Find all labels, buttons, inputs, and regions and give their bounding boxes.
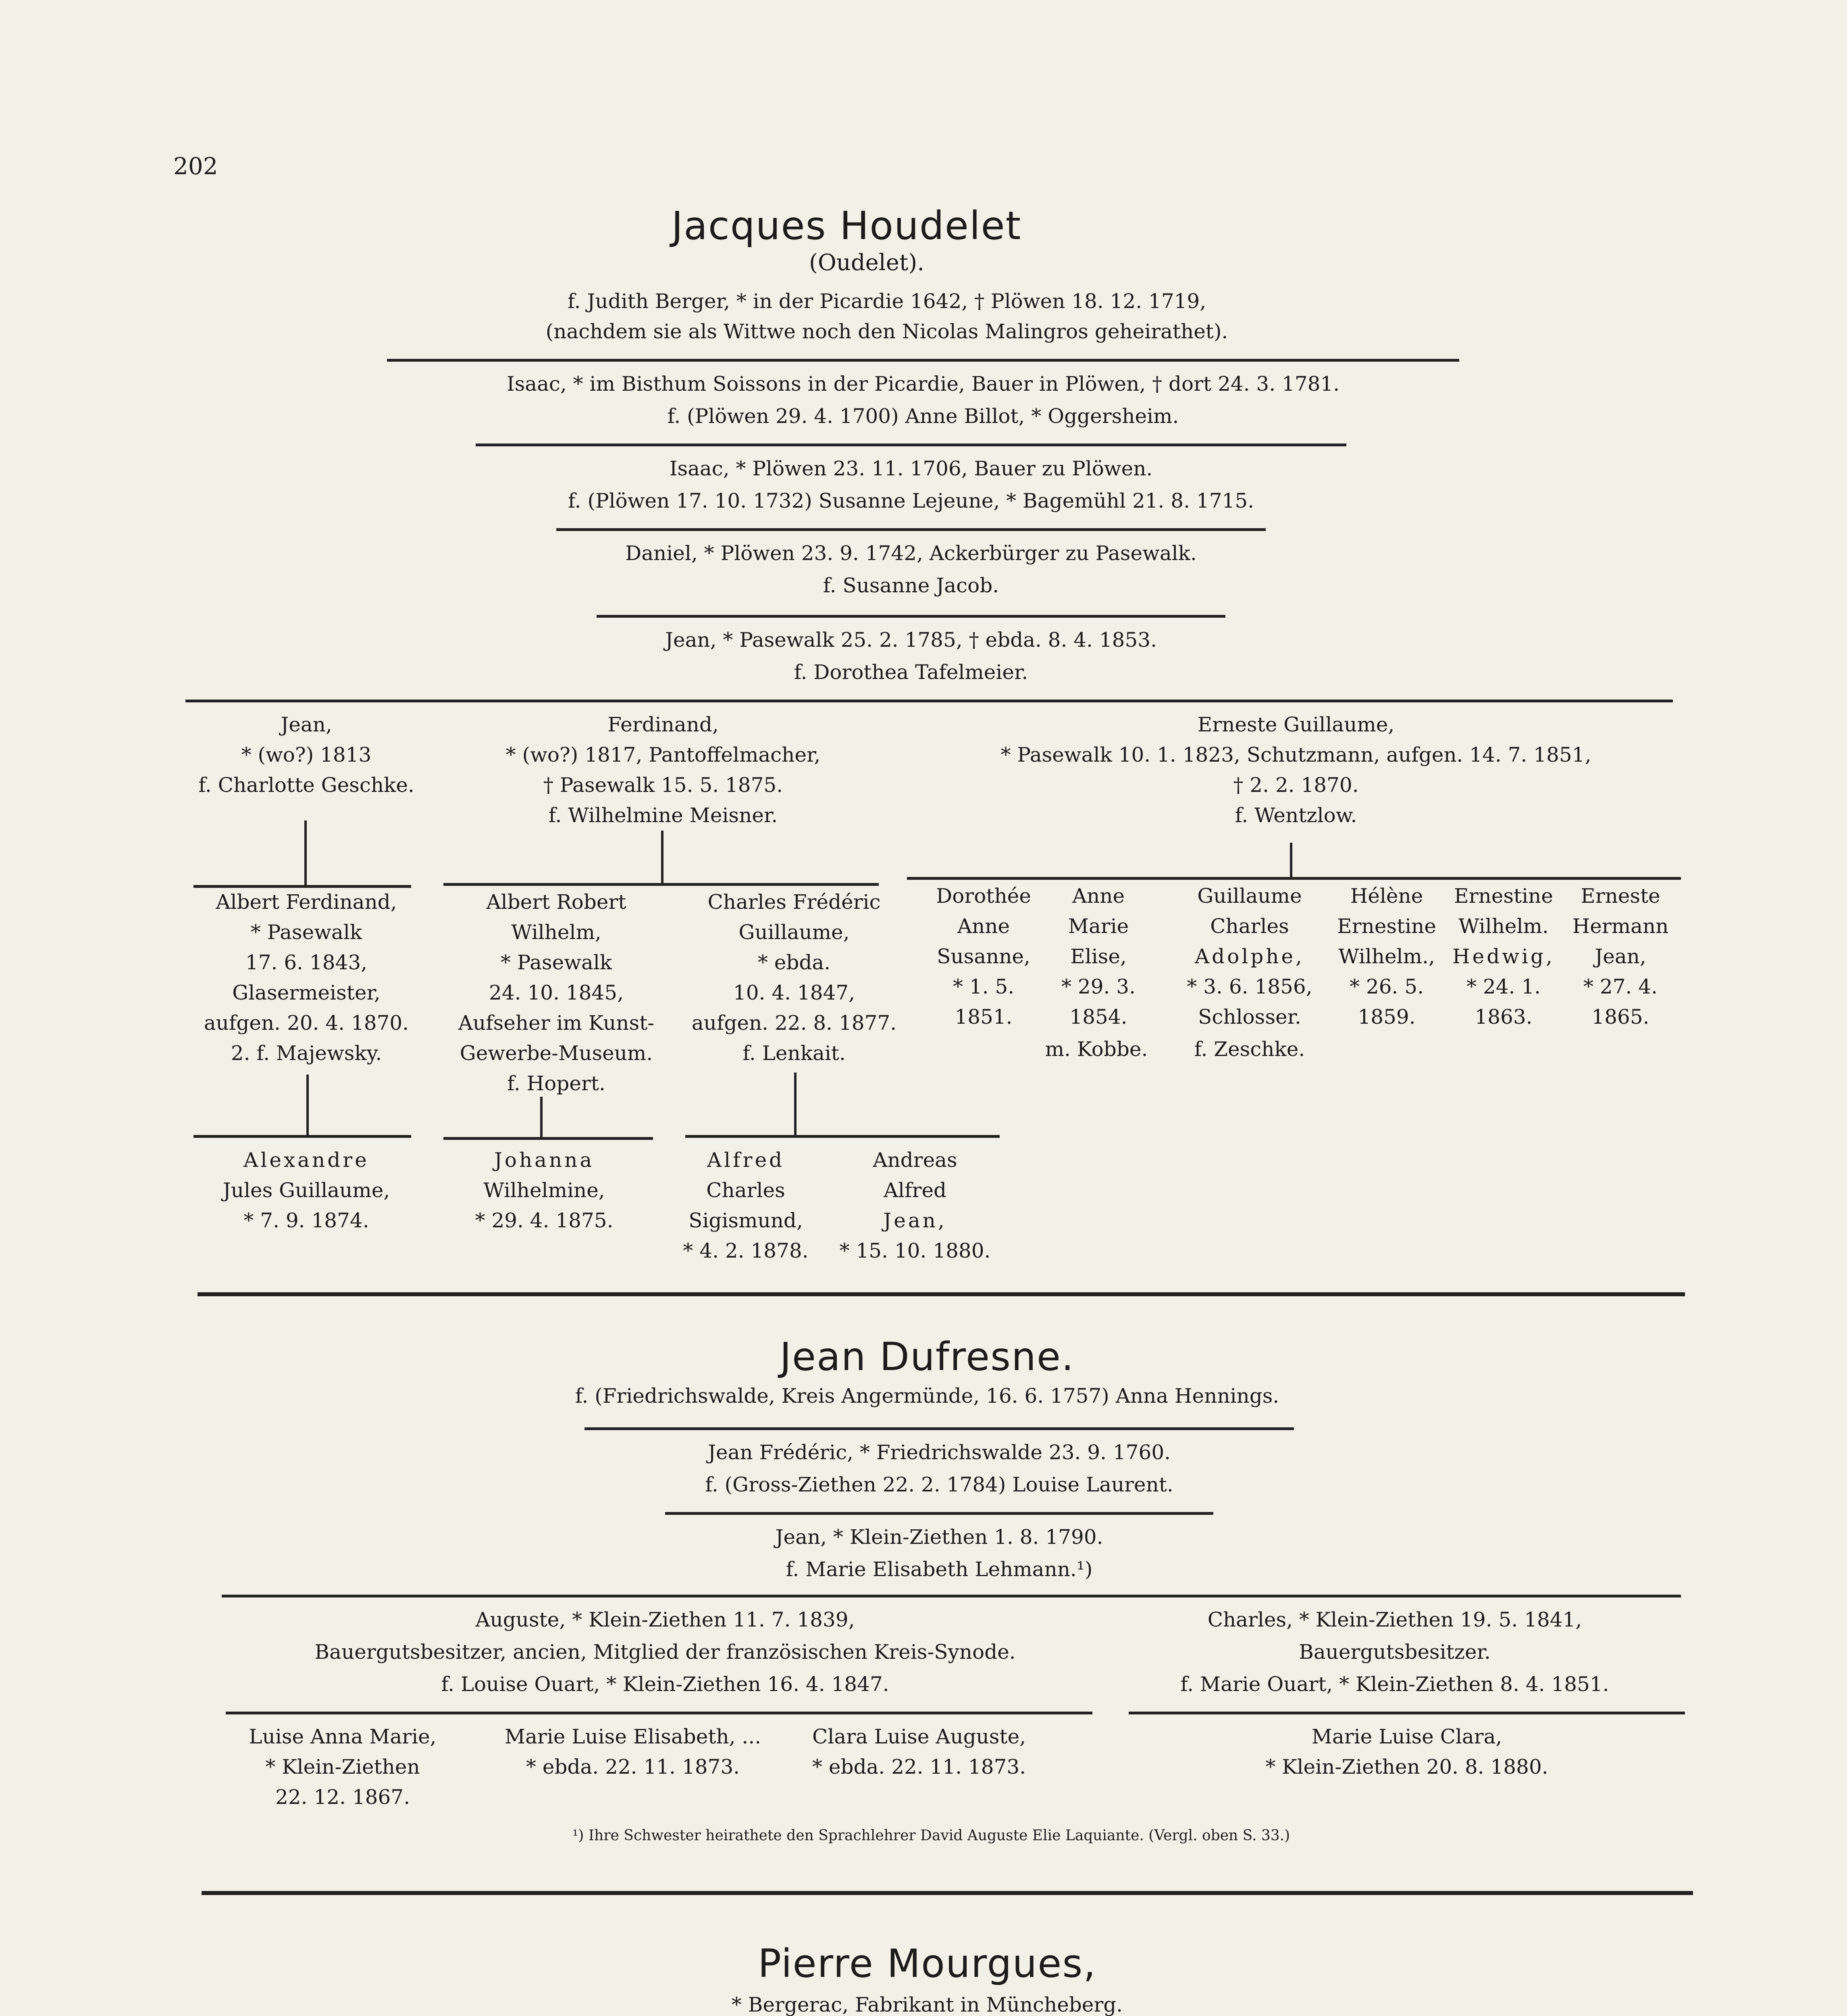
houdelet-title: Jacques Houdelet — [671, 203, 1022, 248]
dorothee-line: 1851. — [955, 1005, 1013, 1029]
guillaume-line: f. Zeschke. — [1194, 1037, 1305, 1061]
charles-frederic-line: * ebda. — [757, 951, 831, 974]
connector — [1290, 843, 1292, 877]
johanna: Johanna — [494, 1148, 595, 1172]
albert-ferdinand: Albert Ferdinand, — [216, 890, 397, 914]
charles-dufresne-a: Charles, * Klein-Ziethen 19. 5. 1841, — [1207, 1608, 1582, 1631]
ernestine: Ernestine — [1454, 884, 1553, 908]
albert-robert: Albert Robert — [486, 890, 626, 914]
rule — [685, 1135, 1000, 1138]
charles-frederic-line: aufgen. 22. 8. 1877. — [691, 1011, 897, 1035]
houdelet-gen2-b: f. (Plöwen 17. 10. 1732) Susanne Lejeune, * Bagemühl 21. 8. 1715. — [568, 489, 1254, 512]
rule — [443, 883, 879, 886]
houdelet-alias: (Oudelet). — [809, 250, 924, 276]
erneste-died: † 2. 2. 1870. — [1233, 773, 1359, 797]
albert-robert-line: * Pasewalk — [500, 951, 612, 974]
luise-line: 22. 12. 1867. — [275, 1785, 410, 1809]
ferdinand-born: * (wo?) 1817, Pantoffelmacher, — [505, 743, 821, 766]
dufresne-spouse: f. (Friedrichswalde, Kreis Angermünde, 16. 6. 1757) Anna Hennings. — [575, 1384, 1279, 1408]
ferdinand-spouse: f. Wilhelmine Meisner. — [548, 804, 778, 827]
page-number: 202 — [173, 152, 218, 180]
luise-anna-marie: Luise Anna Marie, — [249, 1725, 437, 1748]
alexandre-line: Jules Guillaume, — [223, 1179, 390, 1202]
auguste-c: f. Louise Ouart, * Klein-Ziethen 16. 4. 1847. — [441, 1672, 889, 1696]
guillaume-line: Schlosser. — [1198, 1005, 1301, 1029]
houdelet-gen3-a: Daniel, * Plöwen 23. 9. 1742, Ackerbürger zu Pasewalk. — [625, 541, 1197, 565]
mourgues-born: * Bergerac, Fabrikant in Müncheberg. — [731, 1993, 1123, 2016]
alfred-line: * 4. 2. 1878. — [683, 1239, 809, 1262]
dufresne-gen2-b: f. Marie Elisabeth Lehmann.¹) — [786, 1558, 1093, 1581]
erneste-hermann-line: Hermann — [1572, 914, 1669, 938]
rule — [387, 359, 1459, 362]
mourgues-title: Pierre Mourgues, — [758, 1941, 1096, 1986]
houdelet-gen2-a: Isaac, * Plöwen 23. 11. 1706, Bauer zu Plöwen. — [669, 457, 1153, 480]
guillaume-line: Charles — [1210, 914, 1289, 938]
anne-line: * 29. 3. — [1061, 975, 1136, 998]
houdelet-gen3-b: f. Susanne Jacob. — [823, 574, 999, 597]
section-divider — [202, 1891, 1693, 1895]
houdelet-gen1-a: Isaac, * im Bisthum Soissons in der Picardie, Bauer in Plöwen, † dort 24. 3. 1781. — [506, 372, 1340, 396]
rule — [665, 1512, 1213, 1515]
connector — [304, 821, 307, 885]
alfred-line: Charles — [706, 1179, 785, 1202]
anne: Anne — [1072, 884, 1125, 908]
connector — [306, 1075, 309, 1135]
dufresne-gen2-a: Jean, * Klein-Ziethen 1. 8. 1790. — [775, 1525, 1103, 1549]
albert-ferdinand-line: * Pasewalk — [250, 921, 362, 944]
erneste-hermann: Erneste — [1581, 884, 1660, 908]
rule — [1129, 1712, 1685, 1714]
jean-born: * (wo?) 1813 — [241, 743, 372, 766]
albert-ferdinand-line: 17. 6. 1843, — [245, 951, 368, 974]
connector — [794, 1073, 797, 1135]
andreas: Andreas — [873, 1148, 957, 1172]
rule — [226, 1712, 1092, 1714]
section-divider — [198, 1292, 1685, 1296]
helene: Hélène — [1350, 884, 1423, 908]
rule — [193, 1135, 411, 1138]
marie-luise-line: * ebda. 22. 11. 1873. — [526, 1755, 740, 1779]
guillaume-line: Adolphe, — [1195, 945, 1304, 968]
erneste-spouse: f. Wentzlow. — [1235, 804, 1357, 827]
albert-ferdinand-line: aufgen. 20. 4. 1870. — [204, 1011, 409, 1035]
helene-line: * 26. 5. — [1349, 975, 1424, 998]
helene-line: Wilhelm., — [1338, 945, 1435, 968]
houdelet-spouse: f. Judith Berger, * in der Picardie 1642, † Plöwen 18. 12. 1719, — [567, 289, 1206, 313]
jean-name: Jean, — [281, 713, 332, 736]
dufresne-gen1-a: Jean Frédéric, * Friedrichswalde 23. 9. 1760. — [707, 1441, 1171, 1464]
houdelet-gen4-a: Jean, * Pasewalk 25. 2. 1785, † ebda. 8. 4. 1853. — [665, 628, 1157, 652]
rule — [556, 528, 1266, 531]
albert-robert-line: Gewerbe-Museum. — [460, 1041, 653, 1065]
albert-ferdinand-line: 2. f. Majewsky. — [231, 1041, 382, 1065]
marie-luise-clara: Marie Luise Clara, — [1311, 1725, 1502, 1748]
helene-line: 1859. — [1358, 1005, 1416, 1029]
rule — [443, 1137, 653, 1140]
ernestine-line: * 24. 1. — [1466, 975, 1541, 998]
ernestine-line: Wilhelm. — [1458, 914, 1549, 938]
rule — [222, 1595, 1681, 1597]
albert-robert-line: Aufseher im Kunst- — [458, 1011, 655, 1035]
alfred: Alfred — [707, 1148, 785, 1172]
marie-clara-line: * Klein-Ziethen 20. 8. 1880. — [1265, 1755, 1548, 1779]
rule — [597, 615, 1225, 618]
charles-frederic-line: Guillaume, — [738, 921, 850, 944]
charles-frederic-line: 10. 4. 1847, — [733, 981, 855, 1004]
dorothee-line: Anne — [957, 914, 1010, 938]
rule — [907, 877, 1681, 880]
marie-luise-elisabeth: Marie Luise Elisabeth, ... — [504, 1725, 761, 1748]
andreas-line: Jean, — [883, 1209, 947, 1232]
erneste-hermann-line: * 27. 4. — [1583, 975, 1658, 998]
helene-line: Ernestine — [1337, 914, 1436, 938]
dorothee: Dorothée — [936, 884, 1031, 908]
erneste-hermann-line: 1865. — [1591, 1005, 1649, 1029]
auguste-b: Bauergutsbesitzer, ancien, Mitglied der französischen Kreis-Synode. — [314, 1640, 1016, 1664]
ernestine-line: 1863. — [1475, 1005, 1533, 1029]
charles-frederic: Charles Frédéric — [707, 890, 881, 914]
guillaume-line: * 3. 6. 1856, — [1187, 975, 1312, 998]
houdelet-spouse-note: (nachdem sie als Wittwe noch den Nicolas Malingros geheirathet). — [545, 320, 1228, 343]
footnote: ¹) Ihre Schwester heirathete den Sprachlehrer David Auguste Elie Laquiante. (Vergl. oben S. 33.) — [572, 1827, 1290, 1844]
houdelet-gen1-b: f. (Plöwen 29. 4. 1700) Anne Billot, * Oggersheim. — [667, 404, 1179, 428]
albert-robert-line: f. Hopert. — [507, 1072, 605, 1095]
andreas-line: * 15. 10. 1880. — [839, 1239, 991, 1262]
erneste-hermann-line: Jean, — [1595, 945, 1646, 968]
johanna-line: * 29. 4. 1875. — [475, 1209, 614, 1232]
andreas-line: Alfred — [883, 1179, 947, 1202]
connector — [661, 831, 664, 883]
rule — [584, 1427, 1294, 1430]
charles-dufresne-b: Bauergutsbesitzer. — [1299, 1640, 1491, 1664]
rule — [193, 885, 411, 888]
charles-frederic-line: f. Lenkait. — [743, 1041, 846, 1065]
auguste-a: Auguste, * Klein-Ziethen 11. 7. 1839, — [475, 1608, 855, 1631]
erneste-born: * Pasewalk 10. 1. 1823, Schutzmann, aufgen. 14. 7. 1851, — [1000, 743, 1591, 766]
luise-line: * Klein-Ziethen — [265, 1755, 420, 1779]
albert-ferdinand-line: Glasermeister, — [232, 981, 381, 1004]
anne-line: 1854. — [1069, 1005, 1127, 1029]
ferdinand-name: Ferdinand, — [607, 713, 719, 736]
guillaume: Guillaume — [1197, 884, 1302, 908]
albert-robert-line: 24. 10. 1845, — [489, 981, 624, 1004]
anne-line: Elise, — [1070, 945, 1127, 968]
jean-spouse: f. Charlotte Geschke. — [198, 773, 414, 797]
dufresne-gen1-b: f. (Gross-Ziethen 22. 2. 1784) Louise Laurent. — [705, 1473, 1173, 1496]
clara-luise-line: * ebda. 22. 11. 1873. — [812, 1755, 1026, 1779]
connector — [540, 1097, 543, 1137]
alexandre-line: * 7. 9. 1874. — [243, 1209, 369, 1232]
dufresne-title: Jean Dufresne. — [780, 1334, 1075, 1379]
dorothee-line: * 1. 5. — [953, 975, 1015, 998]
dorothee-line: Susanne, — [937, 945, 1030, 968]
houdelet-gen4-b: f. Dorothea Tafelmeier. — [794, 660, 1028, 684]
albert-robert-line: Wilhelm, — [511, 921, 601, 944]
rule — [476, 444, 1346, 446]
alexandre: Alexandre — [243, 1148, 369, 1172]
alfred-line: Sigismund, — [688, 1209, 803, 1232]
erneste-name: Erneste Guillaume, — [1197, 713, 1395, 736]
charles-dufresne-c: f. Marie Ouart, * Klein-Ziethen 8. 4. 1851. — [1180, 1672, 1609, 1696]
ernestine-line: Hedwig, — [1452, 945, 1555, 968]
johanna-line: Wilhelmine, — [483, 1179, 605, 1202]
rule — [185, 700, 1673, 702]
clara-luise-auguste: Clara Luise Auguste, — [812, 1725, 1026, 1748]
anne-line: m. Kobbe. — [1045, 1037, 1148, 1061]
ferdinand-died: † Pasewalk 15. 5. 1875. — [543, 773, 783, 797]
anne-line: Marie — [1068, 914, 1129, 938]
